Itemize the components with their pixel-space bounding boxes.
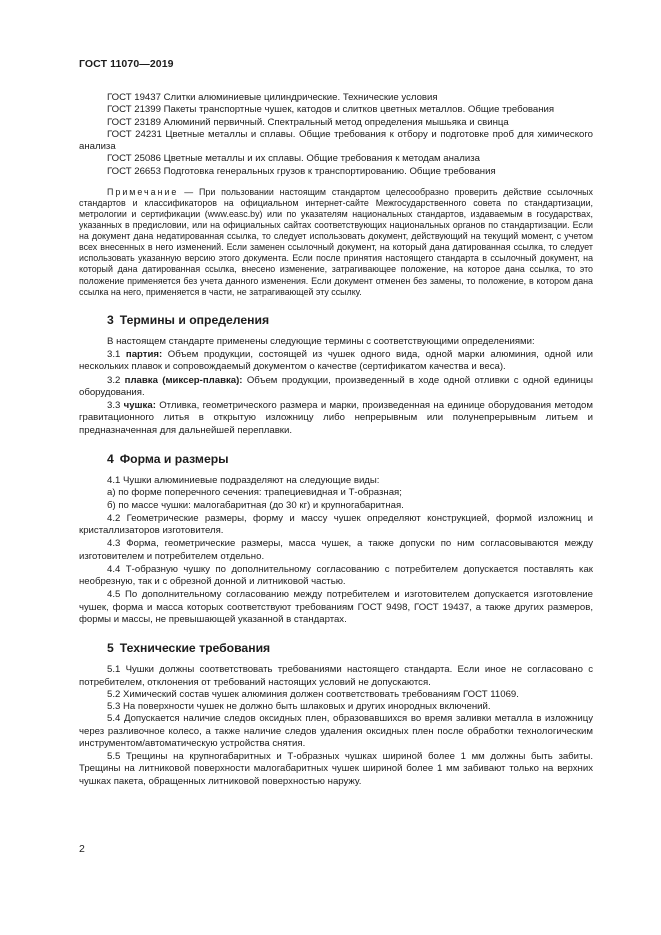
paragraph: 5.1 Чушки должны соответствовать требованиями настоящего стандарта. Если иное не согласовано с потребителем, отклонения от требований настоящих условий не допускаются.: [79, 664, 593, 688]
term-name: партия:: [125, 349, 163, 361]
reference-item: ГОСТ 26653 Подготовка генеральных грузов к транспортированию. Общие требования: [107, 165, 496, 177]
document-body: [79, 92, 593, 788]
section-title: Форма и размеры: [119, 451, 229, 466]
paragraph: 4.3 Форма, геометрические размеры, масса чушек, а также допуски по ним согласовываются между изготовителем и потребителем отдельно.: [79, 538, 593, 562]
paragraph: 4.1 Чушки алюминиевые подразделяют на следующие виды:: [107, 475, 380, 487]
section-3-intro: В настоящем стандарте применены следующие термины с соответствующими определениями:: [107, 335, 535, 347]
reference-item: ГОСТ 19437 Слитки алюминиевые цилиндрические. Технические условия: [107, 92, 438, 103]
reference-item: ГОСТ 23189 Алюминий первичный. Спектральный метод определения мышьяка и свинца: [107, 116, 509, 128]
term-definition: Объем продукции, произведенный в ходе одной отливки с одной единицы оборудования.: [79, 374, 594, 398]
section-5-heading: [79, 642, 593, 654]
reference-item: ГОСТ 24231 Цветные металлы и сплавы. Общие требования к отбору и подготовке проб для химического анализа: [79, 128, 593, 152]
paragraph: 4.2 Геометрические размеры, форму и массу чушек определяют конструкцией, формой изложниц и кристаллизаторов изготовителя.: [79, 512, 593, 537]
term-3-3: [79, 400, 593, 437]
term-3-2: [79, 375, 593, 400]
paragraph: 4.4 Т-образную чушку по дополнительному согласованию с потребителем допускается поставлять как необрезную, так и с обрезной донной и литниковой частью.: [79, 563, 593, 588]
paragraph: 5.4 Допускается наличие следов оксидных плен, образовавшихся во время заливки металла в изложницу через разливочное колесо, а также наличие следов удаления оксидных плен после обработки технологическим инструментом/автоматическую устройства снятия.: [79, 713, 593, 749]
section-title: Термины и определения: [119, 312, 270, 327]
paragraph: 5.3 На поверхности чушек не должно быть шлаковых и других инородных включений.: [107, 701, 491, 713]
section-number: 5: [107, 641, 114, 656]
term-definition: Отливка, геометрического размера и марки, произведенная на единице оборудования методом гравитационного литья в открытую изложницу либо непрерывным или полунепрерывным литьем и предназначенная для дальнейшей переплавки.: [79, 400, 593, 436]
section-number: 4: [107, 451, 114, 466]
section-3-heading: [79, 314, 593, 326]
term-name: плавка (миксер-плавка):: [124, 374, 243, 386]
paragraph: 5.5 Трещины на крупногабаритных и Т-образных чушках шириной более 1 мм должны быть забиты. Трещины на литниковой поверхности малогабаритных чушек шириной более 1 мм забивают только на верхних чушках пакета, обращенных литниковой поверхностью наружу.: [79, 751, 593, 787]
term-number: 3.3: [107, 400, 121, 412]
references-list: [79, 92, 593, 178]
page-number: 2: [79, 843, 85, 855]
reference-item: ГОСТ 25086 Цветные металлы и их сплавы. Общие требования к методам анализа: [107, 153, 480, 165]
term-number: 3.2: [107, 374, 121, 386]
note-label: Примечание: [107, 186, 179, 197]
reference-item: ГОСТ 21399 Пакеты транспортные чушек, катодов и слитков цветных металлов. Общие требования: [107, 104, 555, 116]
paragraph: б) по массе чушки: малогабаритная (до 30 кг) и крупногабаритная.: [107, 499, 404, 511]
paragraph: 5.2 Химический состав чушек алюминия должен соответствовать требованиям ГОСТ 11069.: [107, 688, 519, 700]
term-name: чушка:: [123, 400, 156, 412]
document-header: ГОСТ 11070—2019: [79, 58, 174, 70]
paragraph: а) по форме поперечного сечения: трапециевидная и Т-образная;: [107, 487, 402, 499]
note-paragraph: [79, 187, 593, 298]
paragraph: 4.5 По дополнительному согласованию между потребителем и изготовителем допускается изготовление чушек, форма и масса которых соответствуют требованиям ГОСТ 9498, ГОСТ 19437, а также других размеров, формы и массы, не превышающей указанной в стандартах.: [79, 589, 593, 625]
term-3-1: [79, 349, 593, 374]
term-definition: Объем продукции, состоящей из чушек одного вида, одной марки алюминия, одной или нескольких плавок и сопровождаемый документом о качестве (сертификатом качества и веса).: [79, 349, 593, 373]
section-number: 3: [107, 312, 114, 327]
term-number: 3.1: [107, 349, 121, 361]
section-title: Технические требования: [119, 641, 271, 656]
section-4-heading: [79, 453, 593, 465]
note-text: — При пользовании настоящим стандартом целесообразно проверить действие ссылочных стандартов и классификаторов на официальном интернет-сайте Межгосударственного совета по стандартизации, метрологии и сертификации (www.easc.by) или по указателям национальных стандартов, издаваемым в государствах, указанных в предисловии, или на официальных сайтах соответствующих национальных органов по стандартизации. Если на документ дана недатированная ссылка, то следует использовать документ, действующий на текущий момент, с учетом всех внесенных в него изменений. Если заменен ссылочный документ, на который дана датированная ссылка, то следует использовать указанную версию этого документа. Если после принятия настоящего стандарта в ссылочный документ, на который дана датированная ссылка, внесено изменение, затрагивающее положение, на которое дана ссылка, то это положение применяется без учета данного изменения. Если документ отменен без замены, то положение, в котором дана ссылка на него, применяется в части, не затрагивающей эту ссылку.: [79, 186, 593, 297]
